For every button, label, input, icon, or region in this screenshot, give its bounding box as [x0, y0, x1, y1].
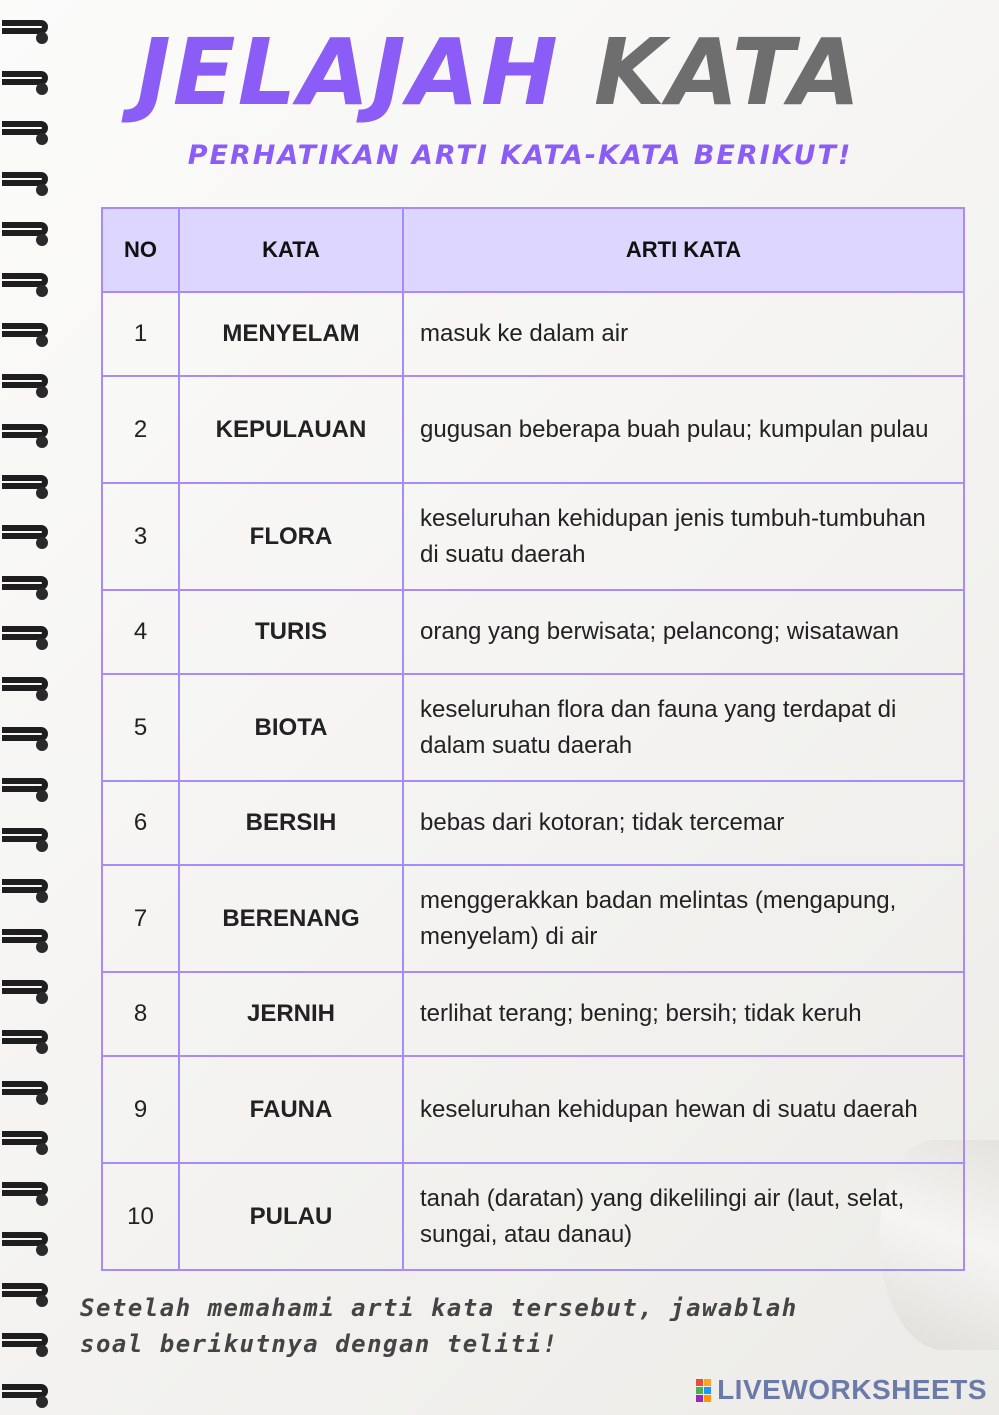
- row-word: BERSIH: [179, 781, 403, 865]
- table-header-row: [102, 208, 964, 292]
- binding-hole: [36, 840, 48, 852]
- table-row: [102, 865, 964, 972]
- binding-hole: [36, 436, 48, 448]
- table-row: [102, 483, 964, 590]
- binding-hole: [36, 638, 48, 650]
- instruction-text: Setelah memahami arti kata tersebut, jawablah soal berikutnya dengan teliti!: [80, 1294, 798, 1358]
- row-word: BERENANG: [179, 865, 403, 972]
- binding-hole: [36, 133, 48, 145]
- row-meaning: keseluruhan kehidupan hewan di suatu daerah: [403, 1056, 964, 1163]
- row-meaning: terlihat terang; bening; bersih; tidak keruh: [403, 972, 964, 1056]
- row-number: 2: [102, 376, 179, 483]
- row-word: FAUNA: [179, 1056, 403, 1163]
- row-word: PULAU: [179, 1163, 403, 1270]
- binding-hole: [36, 234, 48, 246]
- row-number: 9: [102, 1056, 179, 1163]
- row-meaning: gugusan beberapa buah pulau; kumpulan pulau: [403, 376, 964, 483]
- table-row: [102, 781, 964, 865]
- binding-hole: [36, 335, 48, 347]
- row-word: KEPULAUAN: [179, 376, 403, 483]
- row-meaning: orang yang berwisata; pelancong; wisatawan: [403, 590, 964, 674]
- liveworksheets-logo-icon: [696, 1379, 711, 1402]
- page-subtitle: PERHATIKAN ARTI KATA-KATA BERIKUT!: [187, 140, 853, 171]
- table-row: [102, 1163, 964, 1270]
- binding-hole: [36, 992, 48, 1004]
- row-word: FLORA: [179, 483, 403, 590]
- table-row: [102, 590, 964, 674]
- row-number: 10: [102, 1163, 179, 1270]
- header-arti: ARTI KATA: [403, 208, 964, 292]
- row-word: TURIS: [179, 590, 403, 674]
- table-row: [102, 376, 964, 483]
- title-part-2: KATA: [593, 19, 863, 126]
- table-row: [102, 292, 964, 376]
- row-meaning: masuk ke dalam air: [403, 292, 964, 376]
- binding-hole: [36, 689, 48, 701]
- liveworksheets-brand[interactable]: [696, 1372, 987, 1408]
- page-title: [0, 18, 999, 128]
- table-row: [102, 1056, 964, 1163]
- binding-hole: [36, 1244, 48, 1256]
- binding-hole: [36, 1345, 48, 1357]
- row-word: MENYELAM: [179, 292, 403, 376]
- binding-hole: [36, 1042, 48, 1054]
- table-row: [102, 972, 964, 1056]
- title-part-1: JELAJAH: [136, 19, 560, 126]
- binding-hole: [36, 386, 48, 398]
- binding-hole: [36, 790, 48, 802]
- header-kata: KATA: [179, 208, 403, 292]
- binding-hole: [36, 1143, 48, 1155]
- row-number: 7: [102, 865, 179, 972]
- row-word: BIOTA: [179, 674, 403, 781]
- row-number: 6: [102, 781, 179, 865]
- row-word: JERNIH: [179, 972, 403, 1056]
- row-meaning: tanah (daratan) yang dikelilingi air (laut, selat, sungai, atau danau): [403, 1163, 964, 1270]
- binding-hole: [36, 1396, 48, 1408]
- binding-hole: [36, 184, 48, 196]
- row-meaning: keseluruhan flora dan fauna yang terdapat di dalam suatu daerah: [403, 674, 964, 781]
- row-number: 4: [102, 590, 179, 674]
- row-meaning: menggerakkan badan melintas (mengapung, menyelam) di air: [403, 865, 964, 972]
- binding-hole: [36, 891, 48, 903]
- binding-hole: [36, 739, 48, 751]
- row-number: 8: [102, 972, 179, 1056]
- vocabulary-table: [101, 207, 965, 1271]
- binding-hole: [36, 1194, 48, 1206]
- binding-hole: [36, 588, 48, 600]
- row-number: 1: [102, 292, 179, 376]
- binding-hole: [36, 487, 48, 499]
- binding-hole: [36, 1093, 48, 1105]
- row-meaning: keseluruhan kehidupan jenis tumbuh-tumbuhan di suatu daerah: [403, 483, 964, 590]
- row-number: 3: [102, 483, 179, 590]
- binding-hole: [36, 1295, 48, 1307]
- header-no: NO: [102, 208, 179, 292]
- binding-hole: [36, 537, 48, 549]
- spiral-binding: [0, 0, 60, 1415]
- binding-hole: [36, 285, 48, 297]
- row-number: 5: [102, 674, 179, 781]
- brand-name: LIVEWORKSHEETS: [717, 1374, 987, 1405]
- row-meaning: bebas dari kotoran; tidak tercemar: [403, 781, 964, 865]
- table-row: [102, 674, 964, 781]
- binding-hole: [36, 941, 48, 953]
